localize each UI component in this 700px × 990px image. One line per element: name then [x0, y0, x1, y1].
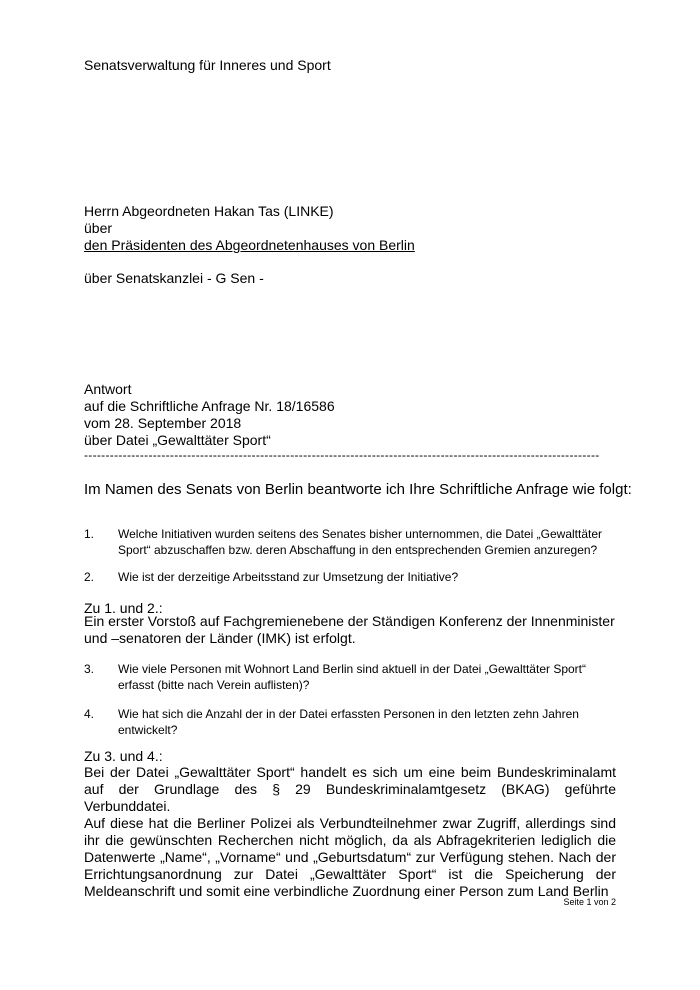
question-1	[84, 526, 624, 558]
reply-inquiry-number: auf die Schriftliche Anfrage Nr. 18/16586	[84, 398, 335, 414]
question-text: Wie ist der derzeitige Arbeitsstand zur Umsetzung der Initiative?	[118, 570, 459, 584]
question-number: 2.	[84, 570, 95, 584]
answer-text: Ein erster Vorstoß auf Fachgremienebene der Ständigen Konferenz der Innenminister und –senatoren der Länder (IMK) ist erfolgt.	[84, 613, 615, 646]
question-4	[84, 706, 624, 738]
question-text: Welche Initiativen wurden seitens des Senates bisher unternommen, die Datei „Gewalttäter Sport“ abzuschaffen bzw. deren Abschaffung in den entsprechenden Gremien anzuregen?	[118, 527, 603, 557]
answer-text: Bei der Datei „Gewalttäter Sport“ handelt es sich um eine beim Bundeskriminalamt auf der Grundlage des § 29 Bundeskriminalamtgesetz (BKAG) geführte Verbunddatei.	[84, 764, 616, 814]
question-text: Wie hat sich die Anzahl der in der Datei erfassten Personen in den letzten zehn Jahren entwickelt?	[118, 707, 579, 737]
recipient-president: den Präsidenten des Abgeordnetenhauses von Berlin	[84, 237, 415, 253]
answer-heading: Zu 1. und 2.:	[84, 600, 163, 616]
reply-title: Antwort	[84, 381, 132, 397]
reply-date: vom 28. September 2018	[84, 415, 242, 431]
authority-header: Senatsverwaltung für Inneres und Sport	[84, 57, 331, 73]
question-text: Wie viele Personen mit Wohnort Land Berlin sind aktuell in der Datei „Gewalttäter Sport“ erfasst (bitte nach Verein auflisten)?	[118, 662, 586, 692]
question-number: 3.	[84, 662, 95, 676]
question-number: 4.	[84, 707, 95, 721]
question-2	[84, 569, 624, 585]
answer-heading: Zu 3. und 4.:	[84, 748, 163, 764]
recipient-via: über	[84, 220, 113, 236]
answer-text-continued: Auf diese hat die Berliner Polizei als Verbundteilnehmer zwar Zugriff, allerdings sind ihr die gewünschten Recherchen nicht möglich, da als Abfragekriterien lediglich die Datenwerte „Name“, „Vorname“ und „Geburtsdatum“ zur Verfügung stehen. Nach der Errichtungsanordnung zur Datei „Gewalttäter Sport“ ist die Speicherung der Meldeanschrift und somit eine verbindliche Zuordnung einer Person zum Land Berlin	[84, 815, 616, 899]
intro-sentence: Im Namen des Senats von Berlin beantworte ich Ihre Schriftliche Anfrage wie folgt:	[84, 481, 632, 498]
separator-line: ------------------------------------------------------------------------------------------------------------------------	[84, 448, 600, 462]
question-number: 1.	[84, 527, 95, 541]
page-number: Seite 1 von 2	[563, 897, 616, 907]
recipient-chancellery: über Senatskanzlei - G Sen -	[84, 270, 264, 286]
recipient-line: Herrn Abgeordneten Hakan Tas (LINKE)	[84, 203, 334, 219]
question-3	[84, 661, 624, 693]
reply-subject: über Datei „Gewalttäter Sport“	[84, 432, 271, 448]
